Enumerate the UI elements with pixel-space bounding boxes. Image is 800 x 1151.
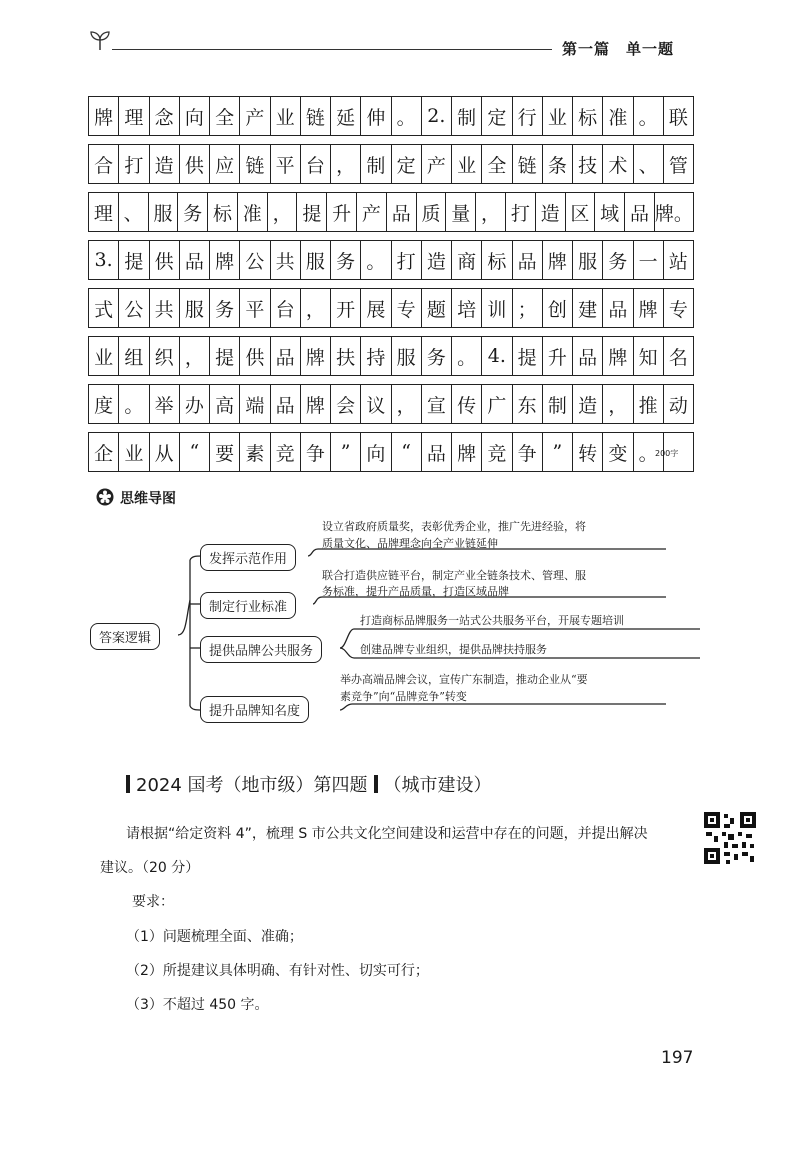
grid-cell: 争 [512, 432, 542, 472]
grid-cell: 造 [535, 192, 565, 232]
grid-cell: 理 [88, 192, 118, 232]
grid-cell: ， [330, 144, 360, 184]
grid-cell: 牌 [542, 240, 572, 280]
grid-cell: 创 [542, 288, 572, 328]
grid-cell: 一 [633, 240, 663, 280]
grid-cell: 管 [663, 144, 694, 184]
grid-cell: 造 [149, 144, 179, 184]
mindmap-title: 思维导图 [120, 491, 176, 507]
grid-cell: 竞 [481, 432, 511, 472]
grid-cell: 牌。 [654, 192, 694, 232]
grid-cell: 商 [451, 240, 481, 280]
grid-cell: 争 [300, 432, 330, 472]
grid-cell: “ [391, 432, 421, 472]
grid-cell: 竞 [270, 432, 300, 472]
grid-cell: 条 [542, 144, 572, 184]
mindmap-detail: 打造商标品牌服务一站式公共服务平台，开展专题培训 [360, 614, 624, 627]
grid-cell: 品 [421, 432, 451, 472]
grid-cell: 站 [663, 240, 694, 280]
grid-cell: 打 [118, 144, 148, 184]
grid-cell: 术 [602, 144, 632, 184]
grid-cell: 转 [572, 432, 602, 472]
question-prompt: 请根据“给定资料 4”，梳理 S 市公共文化空间建设和运营中存在的问题，并提出解决 [126, 826, 648, 842]
grid-cell: 提 [512, 336, 542, 376]
grid-cell: 业 [270, 96, 300, 136]
grid-cell: ” [330, 432, 360, 472]
grid-cell: 举 [149, 384, 179, 424]
grid-cell: 牌 [602, 336, 632, 376]
question-prompt: 建议。（20 分） [100, 860, 200, 876]
grid-cell: 准 [602, 96, 632, 136]
grid-cell: 变 [602, 432, 632, 472]
grid-cell: 产 [239, 96, 269, 136]
grid-cell: 广 [481, 384, 511, 424]
requirement-item: （1）问题梳理全面、准确； [126, 929, 303, 945]
grid-cell: 平 [270, 144, 300, 184]
grid-cell: 专 [663, 288, 694, 328]
grid-cell: 造 [572, 384, 602, 424]
grid-cell: 服 [179, 288, 209, 328]
grid-cell: ， [475, 192, 505, 232]
grid-cell: 要 [209, 432, 239, 472]
grid-cell: 提 [209, 336, 239, 376]
grid-cell: 打 [391, 240, 421, 280]
mindmap-branch-3: 提供品牌公共服务 [200, 636, 322, 663]
grid-cell: 务 [177, 192, 207, 232]
grid-cell: 度 [88, 384, 118, 424]
grid-cell: ； [512, 288, 542, 328]
grid-cell: 。 [360, 240, 390, 280]
grid-cell: 标 [572, 96, 602, 136]
grid-cell: 扶 [330, 336, 360, 376]
grid-cell: ， [179, 336, 209, 376]
mindmap-detail: 务标准，提升产品质量，打造区域品牌 [322, 585, 509, 598]
grid-cell: 区 [565, 192, 595, 232]
grid-cell: 台 [300, 144, 330, 184]
grid-cell: ， [300, 288, 330, 328]
grid-cell: 组 [118, 336, 148, 376]
grid-cell: 合 [88, 144, 118, 184]
grid-cell: 企 [88, 432, 118, 472]
word-count: 200字 [655, 449, 679, 458]
mindmap-detail: 举办高端品牌会议，宣传广东制造，推动企业从“要 [340, 673, 588, 686]
grid-cell: 定 [391, 144, 421, 184]
mindmap-detail: 创建品牌专业组织，提供品牌扶持服务 [360, 643, 547, 656]
grid-cell: 。 [451, 336, 481, 376]
grid-cell: 、 [118, 192, 148, 232]
grid-cell: 展 [360, 288, 390, 328]
grid-cell: 会 [330, 384, 360, 424]
grid-cell: 台 [270, 288, 300, 328]
grid-cell: 训 [481, 288, 511, 328]
mindmap-branch-1: 发挥示范作用 [200, 544, 296, 571]
grid-cell: 供 [239, 336, 269, 376]
grid-cell: 办 [179, 384, 209, 424]
grid-cell: 定 [481, 96, 511, 136]
grid-cell: 素 [239, 432, 269, 472]
grid-cell: 品 [624, 192, 654, 232]
grid-cell: 高 [209, 384, 239, 424]
grid-cell: 动 [663, 384, 694, 424]
qr-code-icon[interactable] [704, 812, 756, 864]
grid-cell: 伸 [360, 96, 390, 136]
grid-cell: 推 [633, 384, 663, 424]
grid-cell: 务 [330, 240, 360, 280]
mindmap-detail: 设立省政府质量奖，表彰优秀企业，推广先进经验，将 [322, 520, 586, 533]
mindmap-detail: 质量文化、品牌理念向全产业链延伸 [322, 537, 498, 550]
grid-cell: 供 [179, 144, 209, 184]
grid-cell: 务 [602, 240, 632, 280]
requirement-item: （3）不超过 450 字。 [126, 997, 269, 1013]
grid-cell: 牌 [209, 240, 239, 280]
grid-cell: 链 [512, 144, 542, 184]
grid-cell: 升 [542, 336, 572, 376]
mindmap-branch-4: 提升品牌知名度 [200, 696, 309, 723]
grid-cell: ， [267, 192, 297, 232]
grid-cell: 全 [481, 144, 511, 184]
grid-cell: 念 [149, 96, 179, 136]
grid-cell: ” [542, 432, 572, 472]
grid-cell: 品 [602, 288, 632, 328]
grid-cell: 品 [386, 192, 416, 232]
grid-cell: 服 [391, 336, 421, 376]
grid-cell: 制 [451, 96, 481, 136]
grid-cell: 3. [88, 240, 118, 280]
grid-cell: 量 [445, 192, 475, 232]
grid-cell: 延 [330, 96, 360, 136]
grid-cell: 制 [542, 384, 572, 424]
grid-cell: 升 [326, 192, 356, 232]
grid-cell: 建 [572, 288, 602, 328]
grid-cell: 持 [360, 336, 390, 376]
grid-cell: 链 [300, 96, 330, 136]
grid-cell: 共 [149, 288, 179, 328]
grid-cell: 品 [270, 384, 300, 424]
grid-cell: 打 [505, 192, 535, 232]
grid-cell: 务 [421, 336, 451, 376]
mindmap-branch-2: 制定行业标准 [200, 592, 296, 619]
grid-cell: 域 [594, 192, 624, 232]
grid-cell: 产 [356, 192, 386, 232]
mindmap-detail: 素竞争”向“品牌竞争”转变 [340, 690, 467, 703]
grid-cell: 产 [421, 144, 451, 184]
title-bar-icon [126, 775, 130, 793]
grid-cell: 东 [512, 384, 542, 424]
grid-cell: 。 [633, 432, 663, 472]
grid-cell: 议 [360, 384, 390, 424]
grid-cell: 培 [451, 288, 481, 328]
grid-cell: 服 [148, 192, 178, 232]
grid-cell: 技 [572, 144, 602, 184]
grid-cell: 名 [663, 336, 694, 376]
grid-cell: 牌 [88, 96, 118, 136]
grid-cell: 造 [421, 240, 451, 280]
grid-cell: 品 [512, 240, 542, 280]
grid-cell: 业 [451, 144, 481, 184]
grid-cell: 。 [633, 96, 663, 136]
grid-cell: 。 [118, 384, 148, 424]
grid-cell: 题 [421, 288, 451, 328]
grid-cell: “ [179, 432, 209, 472]
grid-cell: 品 [179, 240, 209, 280]
grid-cell: 业 [88, 336, 118, 376]
grid-cell: ， [602, 384, 632, 424]
grid-cell: 式 [88, 288, 118, 328]
grid-cell: 服 [572, 240, 602, 280]
grid-cell: 传 [451, 384, 481, 424]
chapter-title: 第一篇 单一题 [562, 40, 675, 58]
grid-cell: 品 [572, 336, 602, 376]
page-number: 197 [661, 1048, 694, 1068]
grid-cell: 牌 [300, 336, 330, 376]
grid-cell: 理 [118, 96, 148, 136]
grid-cell: 端 [239, 384, 269, 424]
grid-cell: 品 [270, 336, 300, 376]
grid-cell: 提 [118, 240, 148, 280]
grid-cell: 行 [512, 96, 542, 136]
grid-cell: 质 [416, 192, 446, 232]
question-title [126, 771, 492, 797]
grid-cell: 业 [118, 432, 148, 472]
grid-cell: 全 [209, 96, 239, 136]
grid-cell: 向 [360, 432, 390, 472]
grid-cell: 、 [633, 144, 663, 184]
title-bar-icon [374, 775, 378, 793]
requirement-item: （2）所提建议具体明确、有针对性、切实可行； [126, 963, 429, 979]
requirements-label: 要求： [132, 894, 174, 910]
mindmap-detail: 联合打造供应链平台，制定产业全链条技术、管理、服 [322, 569, 586, 582]
grid-cell: 制 [360, 144, 390, 184]
mindmap-root: 答案逻辑 [90, 623, 160, 650]
grid-cell: 4. [481, 336, 511, 376]
grid-cell: 服 [300, 240, 330, 280]
grid-cell: 2. [421, 96, 451, 136]
grid-cell: 应 [209, 144, 239, 184]
grid-cell: 。 [391, 96, 421, 136]
grid-cell: 务 [209, 288, 239, 328]
grid-cell: 向 [179, 96, 209, 136]
grid-cell: 准 [237, 192, 267, 232]
grid-cell: 供 [149, 240, 179, 280]
grid-cell: 牌 [633, 288, 663, 328]
grid-cell: 织 [149, 336, 179, 376]
grid-cell: 平 [239, 288, 269, 328]
grid-cell: 提 [296, 192, 326, 232]
grid-cell: 宣 [421, 384, 451, 424]
question-heading: 2024 国考（地市级）第四题 [136, 775, 368, 796]
grid-cell: 共 [270, 240, 300, 280]
grid-cell: 公 [239, 240, 269, 280]
grid-cell: 业 [542, 96, 572, 136]
grid-cell: 牌 [300, 384, 330, 424]
grid-cell: 开 [330, 288, 360, 328]
grid-cell: 从 [149, 432, 179, 472]
question-category: （城市建设） [383, 775, 492, 796]
grid-cell: 联 [663, 96, 694, 136]
grid-cell: 牌 [451, 432, 481, 472]
grid-cell: 知 [633, 336, 663, 376]
grid-cell: 公 [118, 288, 148, 328]
grid-cell: 专 [391, 288, 421, 328]
grid-cell: 链 [239, 144, 269, 184]
grid-cell: 标 [481, 240, 511, 280]
grid-cell: 标 [207, 192, 237, 232]
grid-cell: ， [391, 384, 421, 424]
